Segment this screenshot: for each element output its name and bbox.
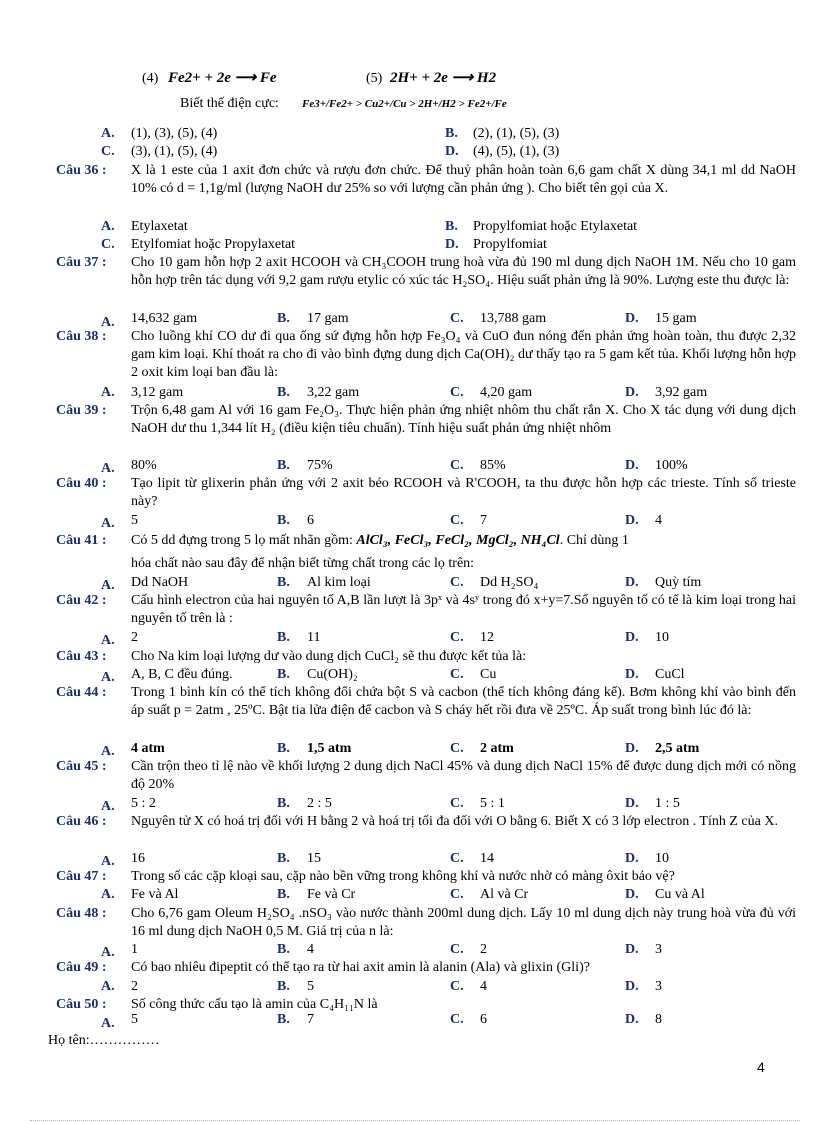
option-d: Cu và Al [655, 887, 705, 902]
question-49 [0, 959, 816, 977]
label-b: B. [277, 979, 290, 994]
option-d: Propylfomiat [473, 237, 547, 252]
label-a: A. [101, 385, 115, 400]
option-b: 3,22 gam [307, 385, 360, 400]
option-c: Etylfomiat hoặc Propylaxetat [131, 237, 296, 252]
label-d: D. [625, 513, 639, 528]
question-text: Trong số các cặp kloại sau, cặp nào bền vững trong không khí và nước nhờ có màng ôxit bảo vệ? [131, 869, 675, 884]
eq4-label: (4) [142, 71, 159, 86]
label-d: D. [625, 575, 639, 590]
option-d: 15 gam [655, 311, 697, 326]
option-d: 1 : 5 [655, 796, 680, 811]
option-b: Cu(OH)₂ [307, 667, 358, 682]
option-b: Al kim loại [307, 575, 371, 590]
label-c: C. [450, 796, 464, 811]
question-number: Câu 42 : [56, 593, 107, 608]
question-43 [0, 648, 816, 666]
option-c: Cu [480, 667, 497, 682]
option-d: 3,92 gam [655, 385, 708, 400]
answers-row [0, 512, 816, 530]
answers-row [0, 850, 816, 868]
answers-row [0, 218, 816, 236]
option-a: 5 : 2 [131, 796, 156, 811]
question-41 [0, 532, 816, 550]
question-number: Câu 44 : [56, 685, 107, 700]
question-text: Cần trộn theo tỉ lệ nào về khối lượng 2 dung dịch NaCl 45% và dung dịch NaCl 15% để được dung dịch mới có nồng độ 20% [131, 759, 796, 792]
label-d: D. [625, 851, 639, 866]
question-text-part3: hóa chất nào sau đây để nhận biết từng chất trong các lọ trên: [131, 556, 475, 571]
option-b: 6 [307, 513, 314, 528]
option-c: 14 [480, 851, 494, 866]
label-a: A. [101, 633, 115, 648]
question-number: Câu 37 : [56, 255, 107, 270]
answers-row [0, 978, 816, 996]
label-d: D. [625, 979, 639, 994]
question-number: Câu 38 : [56, 329, 107, 344]
option-d: 100% [655, 458, 688, 473]
question-41-cont [0, 555, 816, 573]
answers-row [0, 666, 816, 684]
answers-row [0, 886, 816, 904]
label-c: C. [450, 458, 464, 473]
option-a: 2 [131, 979, 138, 994]
label-b: B. [277, 1012, 290, 1027]
option-b: 11 [307, 630, 321, 645]
label-d: D. [445, 237, 459, 252]
option-a: 5 [131, 513, 138, 528]
eq4: Fe2+ + 2e ⟶ Fe [168, 70, 277, 86]
answers-row [0, 384, 816, 402]
question-text-part2: . Chỉ dùng 1 [559, 533, 629, 548]
eq5-label: (5) [366, 71, 383, 86]
option-d: 10 [655, 851, 669, 866]
option-b: 17 gam [307, 311, 349, 326]
question-number: Câu 49 : [56, 960, 107, 975]
option-a: Dd NaOH [131, 575, 189, 590]
answers-row [0, 236, 816, 254]
label-b: B. [445, 219, 458, 234]
answers-row [0, 310, 816, 328]
option-d: Quỳ tím [655, 575, 702, 590]
chemical-list: AlCl₃, FeCl₃, FeCl₂, MgCl₂, NH₄Cl [356, 533, 560, 548]
label-d: D. [445, 144, 459, 159]
label-c: C. [101, 144, 115, 159]
label-a: A. [101, 315, 115, 330]
question-text: Trộn 6,48 gam Al với 16 gam Fe₂O₃. Thực hiện phản ứng nhiệt nhôm thu chất rắn X. Cho X tác dụng với dung dịch NaOH dư thu 1,344 lít H₂ (điều kiện tiêu chuẩn). Tính hiệu suất phản ứng nhiệt nhôm [131, 403, 796, 436]
question-number: Câu 50 : [56, 997, 107, 1012]
option-c: 5 : 1 [480, 796, 505, 811]
label-a: A. [101, 744, 115, 759]
option-a: 16 [131, 851, 145, 866]
label-d: D. [625, 311, 639, 326]
eq5: 2H+ + 2e ⟶ H2 [390, 70, 497, 86]
label-b: B. [277, 458, 290, 473]
question-39 [0, 402, 816, 436]
option-c: 6 [480, 1012, 487, 1027]
label-c: C. [450, 630, 464, 645]
label-b: B. [277, 796, 290, 811]
answers-row [0, 457, 816, 475]
option-b: 75% [307, 458, 333, 473]
question-text-part1: Có 5 dd đựng trong 5 lọ mất nhãn gồm: [131, 533, 353, 548]
question-text: Tạo lipit từ glixerin phản ứng với 2 axit béo RCOOH và R'COOH, ta thu được hỗn hợp các trieste. Tính số trieste này? [131, 476, 796, 509]
question-number: Câu 48 : [56, 906, 107, 921]
option-a: Etylaxetat [131, 219, 188, 234]
label-b: B. [277, 887, 290, 902]
answers-row [0, 1011, 816, 1029]
label-d: D. [625, 887, 639, 902]
label-b: B. [277, 942, 290, 957]
label-a: A. [101, 516, 115, 531]
question-number: Câu 47 : [56, 869, 107, 884]
option-a: 1 [131, 942, 138, 957]
question-number: Câu 40 : [56, 476, 107, 491]
option-c: 4,20 gam [480, 385, 533, 400]
question-text: X là 1 este của 1 axit đơn chức và rượu đơn chức. Để thuỷ phân hoàn toàn 6,6 gam chất X dùng 34,1 ml dd NaOH 10% có d = 1,1g/ml (lượng NaOH dư 25% so với lượng cần phản ứng ). Cho biết tên gọi của X. [131, 163, 796, 196]
label-d: D. [625, 667, 639, 682]
equation-row [0, 70, 816, 88]
label-d: D. [625, 385, 639, 400]
question-number: Câu 43 : [56, 649, 107, 664]
label-b: B. [277, 630, 290, 645]
option-d: 4 [655, 513, 662, 528]
question-number: Câu 45 : [56, 759, 107, 774]
answers-row [0, 941, 816, 959]
option-d: CuCl [655, 667, 685, 682]
option-b: 7 [307, 1012, 314, 1027]
question-text: Cho Na kim loại lượng dư vào dung dịch CuCl₂ sẽ thu được kết tủa là: [131, 649, 527, 664]
option-a: (1), (3), (5), (4) [131, 126, 218, 141]
question-number: Câu 36 : [56, 163, 107, 178]
question-38 [0, 328, 816, 380]
label-a: A. [101, 219, 115, 234]
question-number: Câu 39 : [56, 403, 107, 418]
question-number: Câu 46 : [56, 814, 107, 829]
option-c: 13,788 gam [480, 311, 547, 326]
option-a: 80% [131, 458, 157, 473]
answers-row [0, 795, 816, 813]
question-text: Có bao nhiêu đipeptit có thể tạo ra từ hai axit amin là alanin (Ala) và glixin (Gli)? [131, 960, 590, 975]
label-c: C. [450, 979, 464, 994]
label-b: B. [445, 126, 458, 141]
label-c: C. [450, 311, 464, 326]
label-c: C. [450, 741, 464, 756]
option-b: 4 [307, 942, 314, 957]
label-d: D. [625, 630, 639, 645]
label-c: C. [450, 1012, 464, 1027]
label-b: B. [277, 513, 290, 528]
question-text: Cấu hình electron của hai nguyên tố A,B lần lượt là 3pˣ và 4sʸ trong đó x+y=7.Số nguyên tố có tể là kim loại trong hai nguyên tố trên là : [131, 593, 796, 626]
label-d: D. [625, 458, 639, 473]
label-c: C. [450, 513, 464, 528]
option-c: 2 atm [480, 741, 514, 756]
question-text: Cho luồng khí CO dư đi qua ống sứ đựng hỗn hợp Fe₃O₄ và CuO đun nóng đến phản ứng hoàn toàn, thu được 2,32 gam kim loại. Khí thoát ra cho đi vào bình đựng dung dịch Ca(OH)₂ dư thấy tạo ra 5 gam kết tủa. Khối lượng hỗn hợp 2 oxit kim loại ban đầu là: [131, 329, 796, 380]
option-a: 4 atm [131, 741, 165, 756]
answers-row [0, 740, 816, 758]
option-c: 7 [480, 513, 487, 528]
option-a: 2 [131, 630, 138, 645]
label-c: C. [450, 575, 464, 590]
label-a: A. [101, 799, 115, 814]
answers-row [0, 125, 816, 143]
option-b: 1,5 atm [307, 741, 352, 756]
label-c: C. [450, 385, 464, 400]
label-d: D. [625, 942, 639, 957]
label-a: A. [101, 461, 115, 476]
option-b: Fe và Cr [307, 887, 356, 902]
question-45 [0, 758, 816, 792]
answers-row [0, 143, 816, 161]
label-c: C. [101, 237, 115, 252]
question-46 [0, 813, 816, 831]
question-44 [0, 684, 816, 718]
option-a: A, B, C đều đúng. [131, 667, 233, 682]
label-b: B. [277, 311, 290, 326]
question-text: Trong 1 bình kín có thể tích không đổi chứa bột S và cacbon (thể tích không đáng kể). Bơm không khí vào bình đến áp suất p = 2atm , 25ºC. Bật tia lửa điện để cacbon và S cháy hết rồi đưa về 25ºC. Áp suất trong bình lúc đó là: [131, 685, 796, 718]
label-c: C. [450, 667, 464, 682]
question-text: Cho 6,76 gam Oleum H₂SO₄ .nSO₃ vào nước thành 200ml dung dịch. Lấy 10 ml dung dịch này trung hoà vừa đủ với 16 ml dung dịch NaOH 0,5 M. Giá trị của n là: [131, 906, 796, 939]
page-divider [30, 1120, 800, 1121]
option-d: 10 [655, 630, 669, 645]
potential-row [0, 95, 816, 113]
option-b: 15 [307, 851, 321, 866]
label-a: A. [101, 979, 115, 994]
potential-note: Biết thế điện cực: [180, 96, 279, 111]
label-c: C. [450, 851, 464, 866]
label-d: D. [625, 796, 639, 811]
question-40 [0, 475, 816, 509]
option-a: 14,632 gam [131, 311, 198, 326]
option-c: 4 [480, 979, 487, 994]
label-c: C. [450, 887, 464, 902]
option-d: (4), (5), (1), (3) [473, 144, 560, 159]
option-c: 85% [480, 458, 506, 473]
label-d: D. [625, 1012, 639, 1027]
label-a: A. [101, 945, 115, 960]
answers-row [0, 574, 816, 592]
potential-series: Fe3+/Fe2+ > Cu2+/Cu > 2H+/H2 > Fe2+/Fe [302, 98, 507, 110]
question-text: Số công thức cấu tạo là amin của C₄H₁₁N là [131, 997, 378, 1012]
option-a: 5 [131, 1012, 138, 1027]
question-36 [0, 162, 816, 196]
option-a: Fe và Al [131, 887, 179, 902]
question-text [131, 532, 796, 550]
option-c: (3), (1), (5), (4) [131, 144, 218, 159]
page-number: 4 [757, 1059, 765, 1075]
option-c: Al và Cr [480, 887, 529, 902]
label-b: B. [277, 385, 290, 400]
name-field: Họ tên:…………… [48, 1033, 160, 1048]
label-a: A. [101, 126, 115, 141]
option-d: 2,5 atm [655, 741, 700, 756]
question-37 [0, 254, 816, 288]
label-b: B. [277, 575, 290, 590]
option-b: 5 [307, 979, 314, 994]
option-d: 3 [655, 942, 662, 957]
option-b: (2), (1), (5), (3) [473, 126, 560, 141]
question-48 [0, 905, 816, 939]
option-b: Propylfomiat hoặc Etylaxetat [473, 219, 638, 234]
label-c: C. [450, 942, 464, 957]
option-c: 2 [480, 942, 487, 957]
question-text: Cho 10 gam hỗn hợp 2 axit HCOOH và CH₃COOH trung hoà vừa đủ 190 ml dung dịch NaOH 1M. Nếu cho 10 gam hỗn hợp trên tác dụng với 9,2 gam rượu etylic có xúc tác H₂SO₄. Hiệu suất phản ứng là 90%. Lượng este thu được là: [131, 255, 796, 288]
label-a: A. [101, 854, 115, 869]
option-d: 3 [655, 979, 662, 994]
question-47 [0, 868, 816, 886]
label-b: B. [277, 667, 290, 682]
question-42 [0, 592, 816, 626]
option-c: 12 [480, 630, 494, 645]
label-a: A. [101, 887, 115, 902]
label-d: D. [625, 741, 639, 756]
label-b: B. [277, 741, 290, 756]
label-a: A. [101, 1016, 115, 1031]
label-a: A. [101, 670, 115, 685]
label-a: A. [101, 578, 115, 593]
option-d: 8 [655, 1012, 662, 1027]
option-a: 3,12 gam [131, 385, 184, 400]
question-number: Câu 41 : [56, 533, 107, 548]
label-b: B. [277, 851, 290, 866]
option-c: Dd H₂SO₄ [480, 575, 539, 590]
question-text: Nguyên tử X có hoá trị đối với H bằng 2 và hoá trị tối đa đối với O bằng 6. Biết X có 3 lớp electron . Tính Z của X. [131, 814, 778, 829]
answers-row [0, 629, 816, 647]
option-b: 2 : 5 [307, 796, 332, 811]
